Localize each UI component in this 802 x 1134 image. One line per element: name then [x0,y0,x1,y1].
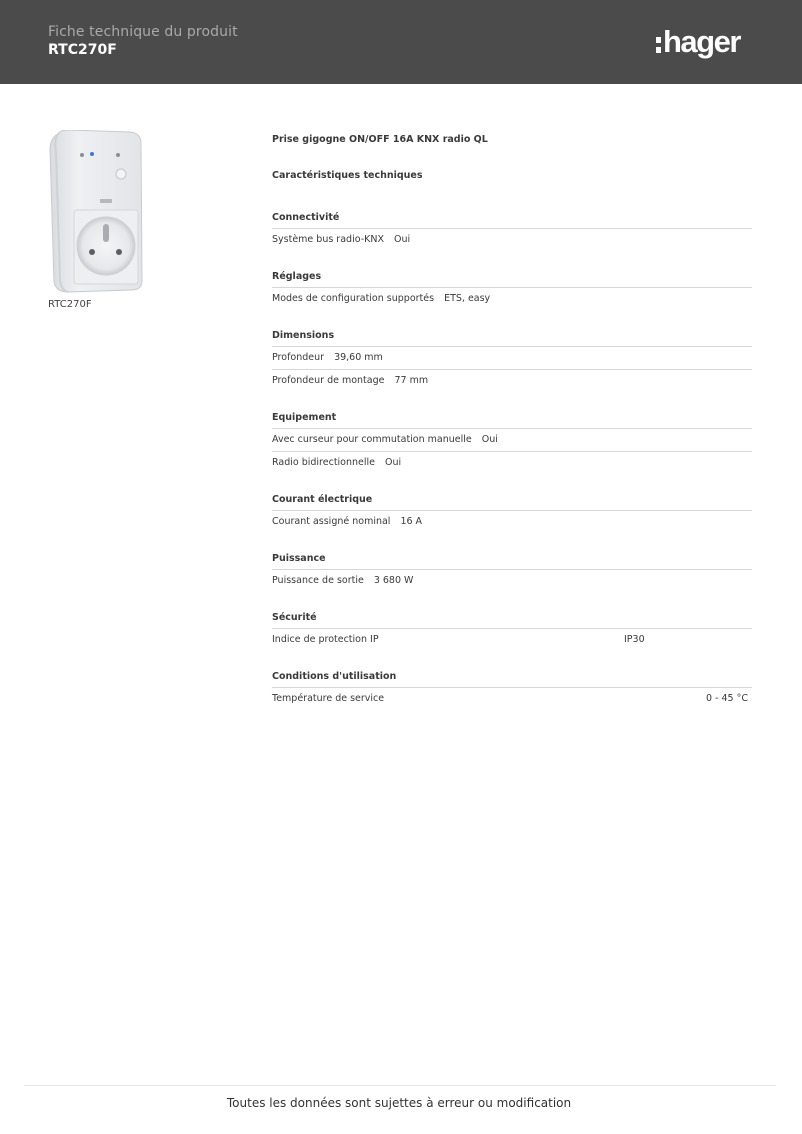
section-puissance [272,549,752,592]
spec-value: IP30 [624,634,645,645]
section-title: Courant électrique [272,490,752,511]
spec-label: Indice de protection IP [272,634,379,645]
spec-label: Système bus radio-KNX [272,234,384,245]
spec-label: Avec curseur pour commutation manuelle [272,434,472,445]
footer-divider [24,1085,776,1086]
logo-text: hager [663,24,740,59]
spec-value: ETS, easy [444,293,491,304]
spec-label: Profondeur de montage [272,375,385,386]
spec-row [272,629,752,651]
product-title: Prise gigogne ON/OFF 16A KNX radio QL [272,134,488,145]
spec-row [272,511,752,533]
section-title: Equipement [272,408,752,429]
header-product-code: RTC270F [48,42,117,58]
spec-row [272,288,752,310]
spec-label: Température de service [272,693,385,704]
product-image [44,130,144,295]
spec-value: 0 - 45 °C [705,693,748,704]
section-securite [272,608,752,651]
spec-row [272,570,752,592]
spec-row [272,452,752,474]
page-header [0,0,802,84]
header-subtitle: Fiche technique du produit [48,24,238,40]
spec-row [272,347,752,370]
spec-value: 39,60 mm [334,352,383,363]
socket-adapter-image [44,130,144,295]
spec-row [272,688,752,710]
spec-label: Radio bidirectionnelle [272,457,376,468]
spec-row [272,429,752,452]
product-image-caption: RTC270F [48,299,92,310]
spec-row [272,370,752,392]
spec-label: Courant assigné nominal [272,516,391,527]
section-title: Conditions d'utilisation [272,667,752,688]
section-dimensions [272,326,752,392]
section-title: Puissance [272,549,752,570]
spec-label: Profondeur [272,352,325,363]
spec-content [272,130,752,710]
spec-value: 3 680 W [373,575,414,586]
spec-value: 77 mm [394,375,429,386]
section-conditions [272,667,752,710]
spec-label: Modes de configuration supportés [272,293,435,304]
section-connectivite [272,208,752,251]
section-title: Réglages [272,267,752,288]
specs-heading: Caractéristiques techniques [272,170,423,181]
spec-row [272,229,752,251]
section-title: Sécurité [272,608,752,629]
spec-value: Oui [393,234,411,245]
footer-disclaimer: Toutes les données sont sujettes à erreur ou modification [226,1096,572,1110]
hager-logo [656,22,740,62]
spec-value: Oui [481,434,498,445]
section-reglages [272,267,752,310]
section-title: Connectivité [272,208,752,229]
spec-value: 16 A [400,516,423,527]
logo-colon-icon [656,37,661,53]
section-title: Dimensions [272,326,752,347]
spec-label: Puissance de sortie [272,575,364,586]
section-equipement [272,408,752,474]
spec-value: Oui [385,457,402,468]
section-courant [272,490,752,533]
